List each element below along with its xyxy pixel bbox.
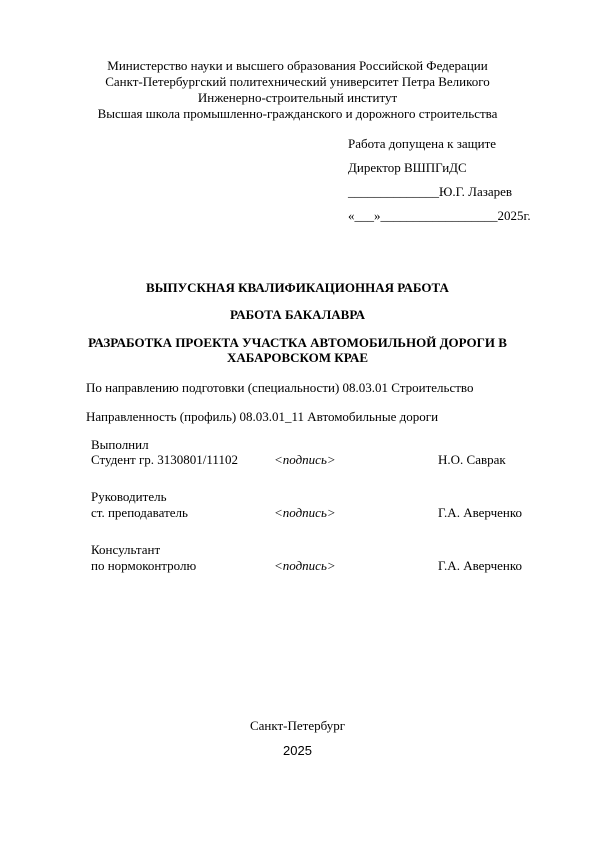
approval-date-line: «___»__________________2025г. bbox=[348, 208, 531, 223]
signature-placeholder-3: <подпись> bbox=[274, 558, 336, 573]
signature-role-2: Руководитель bbox=[91, 489, 167, 504]
approval-admitted: Работа допущена к защите bbox=[348, 136, 497, 151]
signature-name-1: Н.О. Саврак bbox=[438, 452, 506, 467]
footer-year: 2025 bbox=[283, 743, 312, 758]
signature-role-1: Выполнил bbox=[91, 437, 149, 452]
approval-director: Директор ВШПГиДС bbox=[348, 160, 467, 175]
school-line: Высшая школа промышленно-гражданского и дорожного строительства bbox=[97, 106, 498, 121]
university-line: Санкт-Петербургский политехнический университет Петра Великого bbox=[105, 74, 490, 89]
degree-title: РАБОТА БАКАЛАВРА bbox=[230, 307, 365, 322]
signature-name-2: Г.А. Аверченко bbox=[438, 505, 523, 520]
footer-city: Санкт-Петербург bbox=[249, 718, 346, 733]
profile-line: Направленность (профиль) 08.03.01_11 Автомобильные дороги bbox=[86, 409, 439, 424]
signature-name-3: Г.А. Аверченко bbox=[438, 558, 523, 573]
signature-placeholder-1: <подпись> bbox=[274, 452, 336, 467]
topic-title-line1: РАЗРАБОТКА ПРОЕКТА УЧАСТКА АВТОМОБИЛЬНОЙ ДОРОГИ В bbox=[88, 335, 507, 350]
institute-line: Инженерно-строительный институт bbox=[197, 90, 398, 105]
ministry-line: Министерство науки и высшего образования Российской Федерации bbox=[107, 58, 488, 73]
specialty-line: По направлению подготовки (специальности) 08.03.01 Строительство bbox=[86, 380, 474, 395]
signature-role-detail-3: по нормоконтролю bbox=[91, 558, 197, 573]
signature-role-detail-2: ст. преподаватель bbox=[91, 505, 188, 520]
topic-title-line2: ХАБАРОВСКОМ КРАЕ bbox=[226, 350, 369, 365]
signature-role-detail-1: Студент гр. 3130801/11102 bbox=[91, 452, 238, 467]
approval-signature-line: ______________Ю.Г. Лазарев bbox=[348, 184, 513, 199]
signature-role-3: Консультант bbox=[91, 542, 161, 557]
signature-placeholder-2: <подпись> bbox=[274, 505, 336, 520]
work-type-title: ВЫПУСКНАЯ КВАЛИФИКАЦИОННАЯ РАБОТА bbox=[146, 280, 449, 295]
